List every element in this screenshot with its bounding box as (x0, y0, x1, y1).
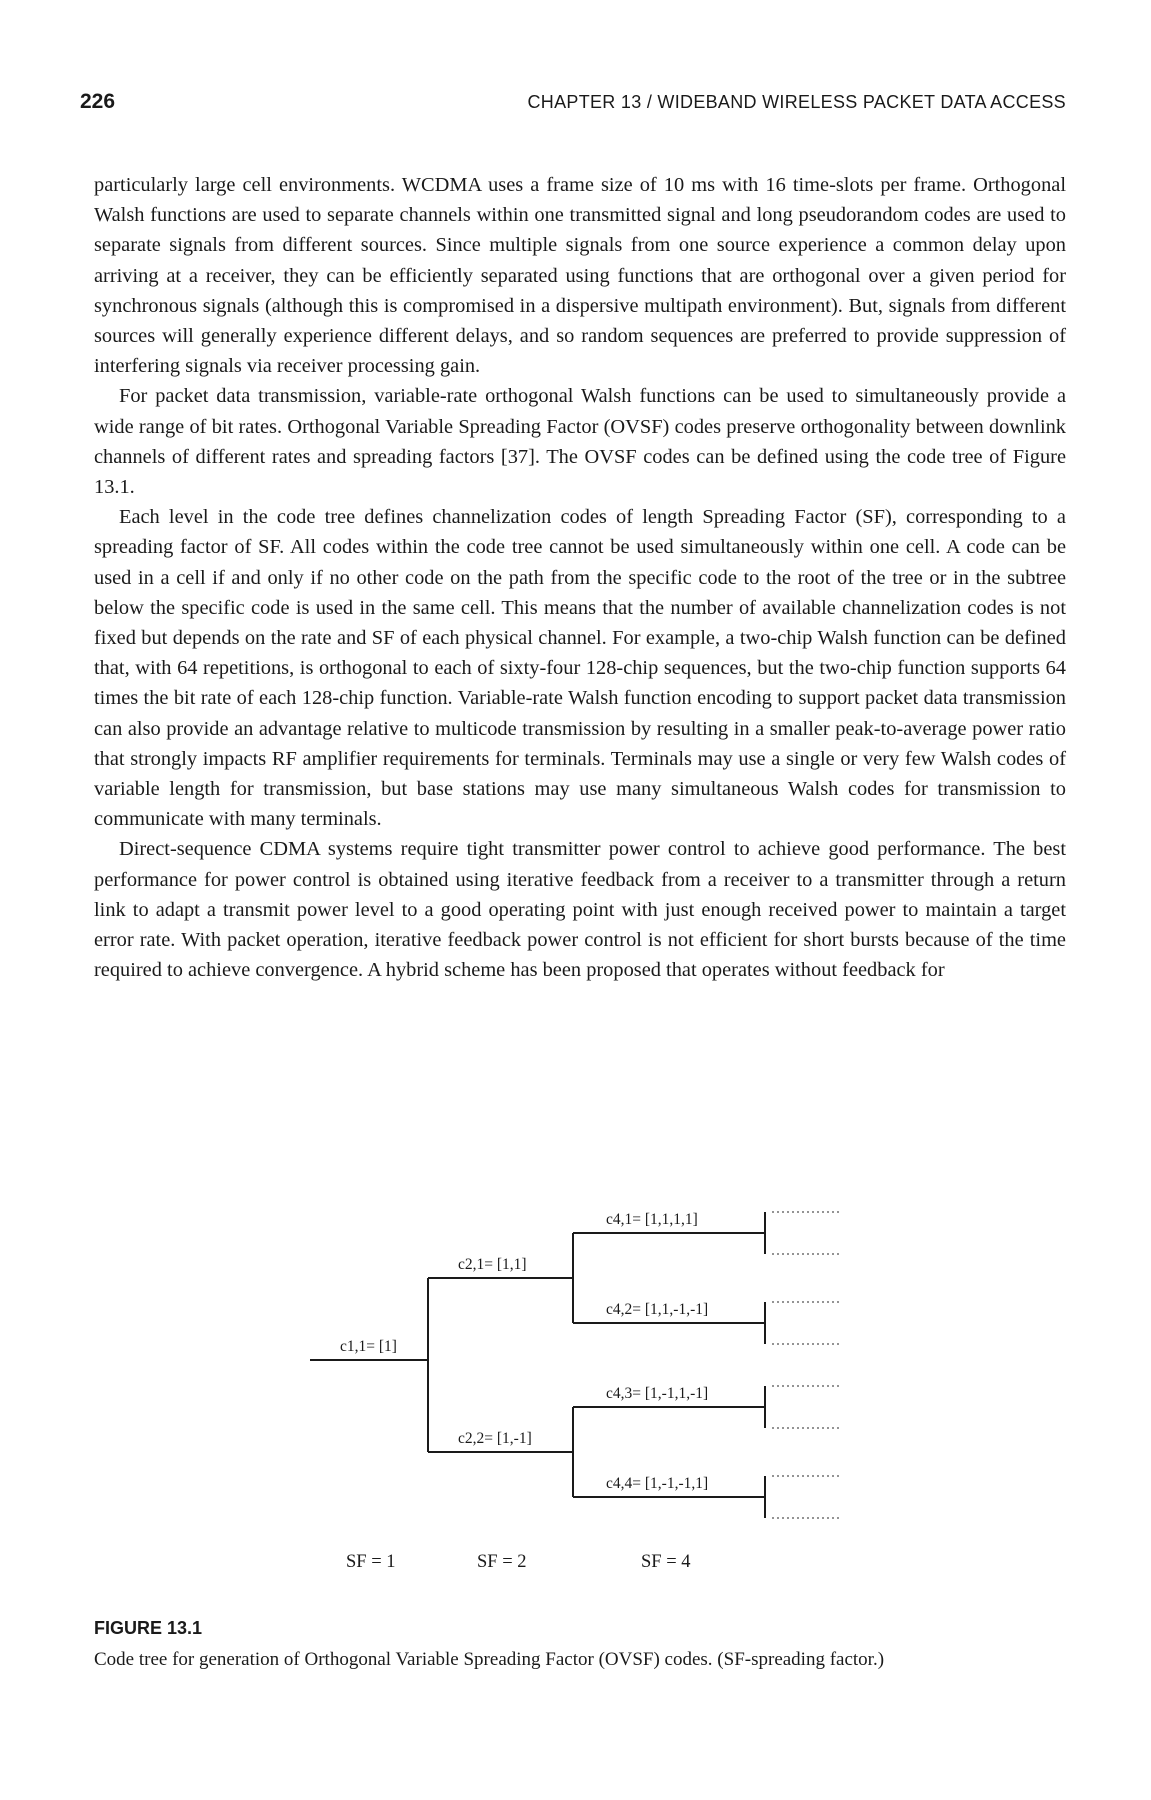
sf-label-4: SF = 4 (641, 1552, 691, 1572)
code-c21: c2,1= [1,1] (458, 1256, 527, 1273)
paragraph: Each level in the code tree defines channelization codes of length Spreading Factor (SF), corresponding to a spreading factor of SF. All codes within the code tree cannot be used simultaneously within one cell. A code can be used in a cell if and only if no other code on the path from the specific code to the root of the tree or in the subtree below the specific code is used in the same cell. This means that the number of available channelization codes is not fixed but depends on the rate and SF of each physical channel. For example, a two-chip Walsh function can be defined that, with 64 repetitions, is orthogonal to each of sixty-four 128-chip sequences, but the two-chip function supports 64 times the bit rate of each 128-chip function. Variable-rate Walsh function encoding to support packet data transmission can also provide an advantage relative to multicode transmission by resulting in a smaller peak-to-average power ratio that strongly impacts RF amplifier requirements for terminals. Terminals may use a single or very few Walsh codes of variable length for transmission, but base stations may use many simultaneous Walsh codes for transmission to communicate with many terminals. (94, 506, 1066, 831)
page-header (80, 90, 1066, 120)
code-c43: c4,3= [1,-1,1,-1] (606, 1385, 709, 1402)
body-text (94, 170, 1066, 985)
code-c11: c1,1= [1] (340, 1338, 397, 1355)
code-c41: c4,1= [1,1,1,1] (606, 1211, 698, 1228)
figure-caption (94, 1618, 1074, 1673)
figure-caption-label: FIGURE 13.1 (94, 1618, 203, 1638)
page-number: 226 (80, 90, 116, 113)
code-c42: c4,2= [1,1,-1,-1] (606, 1301, 709, 1318)
running-head: CHAPTER 13 / WIDEBAND WIRELESS PACKET DATA ACCESS (527, 92, 1066, 112)
code-c22: c2,2= [1,-1] (458, 1430, 532, 1447)
sf-label-1: SF = 1 (346, 1552, 396, 1572)
figure-ovsf-code-tree (0, 1200, 1151, 1600)
code-c44: c4,4= [1,-1,-1,1] (606, 1475, 709, 1492)
paragraph: Direct-sequence CDMA systems require tight transmitter power control to achieve good performance. The best performance for power control is obtained using iterative feedback from a receiver to a transmitter through a return link to adapt a transmit power level to a good operating point with just enough received power to maintain a target error rate. With packet operation, iterative feedback power control is not efficient for short bursts because of the time required to achieve convergence. A hybrid scheme has been proposed that operates without feedback for (94, 838, 1066, 982)
paragraph: particularly large cell environments. WCDMA uses a frame size of 10 ms with 16 time-slots per frame. Orthogonal Walsh functions are used to separate channels within one transmitted signal and long pseudorandom codes are used to separate signals from different sources. Since multiple signals from one source experience a common delay upon arriving at a receiver, they can be efficiently separated using functions that are orthogonal over a given period for synchronous signals (although this is compromised in a dispersive multipath environment). But, signals from different sources will generally experience different delays, and so random sequences are preferred to provide suppression of interfering signals via receiver processing gain. (94, 174, 1066, 378)
figure-caption-text: Code tree for generation of Orthogonal Variable Spreading Factor (OVSF) codes. (SF-spreading factor.) (94, 1649, 885, 1670)
code-tree-diagram (0, 1200, 1151, 1600)
paragraph: For packet data transmission, variable-rate orthogonal Walsh functions can be used to simultaneously provide a wide range of bit rates. Orthogonal Variable Spreading Factor (OVSF) codes preserve orthogonality between downlink channels of different rates and spreading factors [37]. The OVSF codes can be defined using the code tree of Figure 13.1. (94, 385, 1066, 499)
sf-label-2: SF = 2 (477, 1552, 527, 1572)
